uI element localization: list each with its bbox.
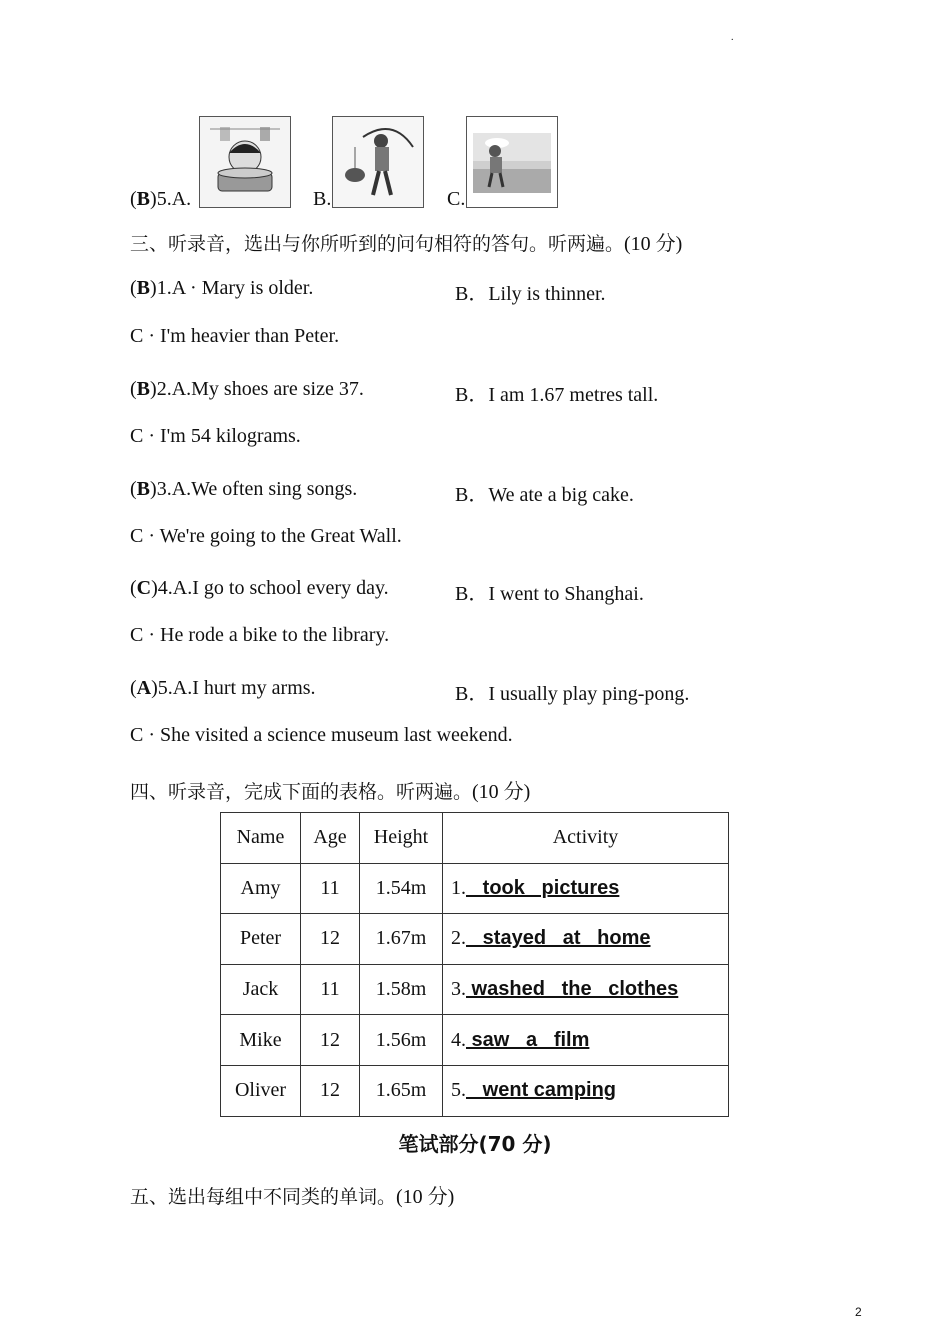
blank-number: 5. [451,1079,466,1102]
filled-answer: washed the clothes [466,978,679,1001]
question-2-line-1: (B)2.A.My shoes are size 37. [130,378,364,400]
question-5-line-1: (A)5.A.I hurt my arms. [130,677,316,699]
boy-washing-clothes-image [200,117,290,207]
question-number: 1. [156,277,172,299]
option-a: A.My shoes are size 37. [171,378,364,400]
question-1-line-1: (B)1.A · Mary is older. [130,277,314,299]
picture-question-5: (B)5.A. [130,188,192,210]
blank-number: 1. [451,876,466,899]
blank-number: 2. [451,927,466,950]
activity-cell [443,1065,729,1116]
activity-table [220,812,729,1117]
age-cell: 11 [301,964,360,1015]
answer: C [136,577,152,599]
section-5-score: (10 分) [396,1186,455,1208]
option-c: C · I'm heavier than Peter. [130,325,340,347]
height-cell: 1.65m [360,1065,443,1116]
option-c: C · She visited a science museum last weekend. [130,724,513,746]
height-cell: 1.58m [360,964,443,1015]
option-c-picture [466,116,558,208]
option-a-label: A. [171,188,192,210]
age-cell: 11 [301,863,360,914]
activity-cell [443,964,729,1015]
column-header: Activity [443,813,729,864]
section-3-heading [130,227,682,256]
column-header: Age [301,813,360,864]
answer: A [136,677,152,699]
man-fishing-image [333,117,423,207]
height-cell: 1.56m [360,1015,443,1066]
blank-number: 4. [451,1028,466,1051]
activity-cell [443,863,729,914]
table-header-row [221,813,729,864]
answer: B [136,478,151,500]
answer: B [136,378,151,400]
question-number: 4. [157,577,173,599]
section-4-score: (10 分) [472,781,531,803]
option-b: B．I went to Shanghai. [455,583,644,605]
section-3-score: (10 分) [624,233,683,255]
option-b: B．I usually play ping-pong. [455,683,690,705]
section-5-title: 五、选出每组中不同类的单词。 [130,1186,397,1208]
option-b: B．Lily is thinner. [455,283,606,305]
name-cell: Peter [221,914,301,965]
activity-cell [443,1015,729,1066]
option-b: B．I am 1.67 metres tall. [455,384,659,406]
activity-cell [443,914,729,965]
name-cell: Amy [221,863,301,914]
age-cell: 12 [301,1015,360,1066]
section-4-title: 四、听录音，完成下面的表格。听两遍。 [130,781,473,803]
option-c: C · I'm 54 kilograms. [130,425,301,447]
section-3-title: 三、听录音，选出与你所听到的问句相符的答句。听两遍。 [130,233,625,255]
question-number: 5. [156,188,172,210]
option-c: C · He rode a bike to the library. [130,624,390,646]
page-number: 2 [855,1305,862,1319]
written-part-title: 笔试部分(70 分) [398,1132,552,1156]
option-b: B．We ate a big cake. [455,484,634,506]
question-4-line-1: (C)4.A.I go to school every day. [130,577,389,599]
height-cell: 1.54m [360,863,443,914]
answer: B [136,188,151,210]
table-row [221,863,729,914]
section-5-heading [130,1180,454,1209]
option-a: A.We often sing songs. [171,478,358,500]
blank-number: 3. [451,978,466,1001]
name-cell: Mike [221,1015,301,1066]
table-row [221,1015,729,1066]
answer: B [136,277,151,299]
height-cell: 1.67m [360,914,443,965]
age-cell: 12 [301,914,360,965]
question-3-line-1: (B)3.A.We often sing songs. [130,478,358,500]
question-number: 3. [156,478,172,500]
option-a-picture [199,116,291,208]
question-number: 5. [157,677,173,699]
filled-answer: went camping [466,1079,617,1102]
age-cell: 12 [301,1065,360,1116]
option-b-picture [332,116,424,208]
column-header: Name [221,813,301,864]
header-mark: . [731,32,734,43]
option-c: C · We're going to the Great Wall. [130,525,402,547]
question-number: 2. [156,378,172,400]
name-cell: Oliver [221,1065,301,1116]
option-a: A · Mary is older. [171,277,314,299]
name-cell: Jack [221,964,301,1015]
option-a: A.I hurt my arms. [172,677,316,699]
column-header: Height [360,813,443,864]
table-row [221,1065,729,1116]
filled-answer: stayed at home [466,927,651,950]
filled-answer: saw a film [466,1028,590,1051]
table-row [221,964,729,1015]
filled-answer: took pictures [466,876,620,899]
option-a: A.I go to school every day. [172,577,389,599]
table-row [221,914,729,965]
boy-at-beach-image [467,117,557,207]
section-4-heading [130,775,530,804]
option-b-label: B. [313,188,332,210]
option-c-label: C. [447,188,466,210]
